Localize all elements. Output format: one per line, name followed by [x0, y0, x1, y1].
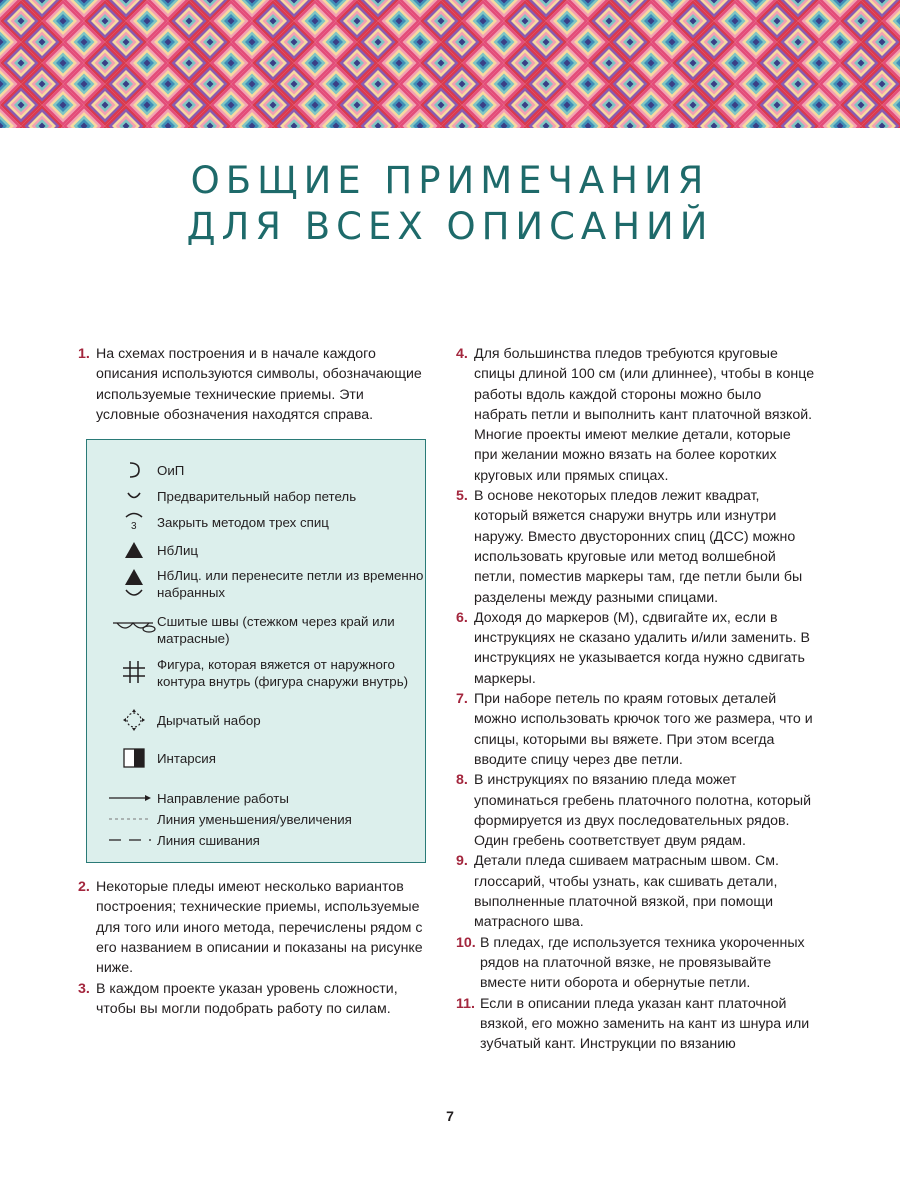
- title-line-1: ОБЩИЕ ПРИМЕЧАНИЯ: [190, 159, 710, 202]
- triangle-cast-on-icon: [111, 562, 157, 606]
- note-number: 10.: [456, 934, 476, 951]
- legend-label: Интарсия: [157, 751, 216, 767]
- note-11: [456, 994, 816, 1055]
- legend-label: Предварительный набор петель: [157, 489, 357, 505]
- left-column: [78, 344, 430, 1019]
- note-number: 4.: [456, 346, 468, 362]
- legend-box: [86, 439, 426, 863]
- legend-label: Направление работы: [157, 791, 289, 807]
- intarsia-icon: [111, 740, 157, 776]
- note-number: 11.: [456, 995, 475, 1012]
- legend-label: Сшитые швы (стежком через край или матрасные): [157, 614, 395, 647]
- note-text: Доходя до маркеров (М), сдвигайте их, если в инструкциях не сказано удалить и/или заменить. В инструкциях не указывается когда нужно сдвигать маркеры.: [474, 609, 811, 687]
- note-5: [456, 486, 816, 608]
- title-line-2: ДЛЯ ВСЕХ ОПИСАНИЙ: [186, 205, 714, 248]
- note-7: [456, 689, 816, 770]
- decorative-banner: [0, 0, 900, 128]
- dashed-line-icon: [107, 822, 153, 858]
- note-number: 8.: [456, 772, 468, 789]
- note-10: [456, 933, 816, 994]
- legend-label: НбЛиц. или перенесите петли из временно набранных: [157, 568, 424, 601]
- note-text: В основе некоторых пледов лежит квадрат, который вяжется снаружи внутрь или изнутри наружу. Вместо двусторонних спиц (ДСС) можно использовать круговые или метод волшебной петли, поместив маркеры там, где петли были бы разделены между разными спицами.: [474, 488, 803, 606]
- legend-label: ОиП: [157, 463, 185, 479]
- hash-grid-icon: [111, 654, 157, 690]
- note-9: [456, 851, 816, 932]
- note-number: 2.: [78, 879, 90, 896]
- page-number: 7: [446, 1108, 454, 1124]
- note-text: Если в описании пледа указан кант платочной вязкой, его можно заменить на кант из шнура или зубчатый кант. Инструкции по вязанию: [480, 995, 810, 1053]
- note-text: На схемах построения и в начале каждого описания используются символы, обозначающие используемые технические приемы. Эти условные обозначения находятся справа.: [96, 346, 422, 423]
- note-number: 6.: [456, 609, 468, 626]
- note-number: 7.: [456, 691, 468, 708]
- note-text: При наборе петель по краям готовых деталей можно использовать крючок того же размера, что и спицы, которыми вы вяжете. При этом всегда вводите спицу через две петли.: [474, 691, 813, 768]
- legend-label: Фигура, которая вяжется от наружного контура внутрь (фигура снаружи внутрь): [157, 657, 409, 690]
- legend-label: НбЛиц: [157, 543, 198, 559]
- legend-label: Дырчатый набор: [157, 713, 261, 729]
- circular-cast-on-icon: [111, 702, 157, 738]
- legend-label: Линия уменьшения/увеличения: [157, 812, 352, 828]
- note-1: [78, 344, 430, 425]
- seam-icon: [111, 608, 157, 644]
- page-title: [0, 158, 900, 250]
- diamond-pattern: [0, 0, 900, 128]
- legend-label: Линия сшивания: [157, 833, 260, 849]
- note-6: [456, 608, 816, 689]
- note-8: [456, 770, 816, 851]
- note-number: 3.: [78, 980, 90, 997]
- svg-text:3: 3: [131, 521, 137, 533]
- note-text: В каждом проекте указан уровень сложности, чтобы вы могли подобрать работу по силам.: [96, 980, 398, 1017]
- note-number: 1.: [78, 346, 90, 362]
- note-text: В инструкциях по вязанию пледа может упоминаться гребень платочного полотна, который формируется из двух последовательных рядов. Один гребень соответствует двум рядам.: [474, 772, 812, 850]
- note-number: 5.: [456, 488, 468, 505]
- legend-label: Закрыть методом трех спиц: [157, 515, 329, 531]
- note-2: [78, 877, 430, 978]
- note-text: Детали пледа сшиваем матрасным швом. См. глоссарий, чтобы узнать, как сшивать детали, выполненные платочной вязкой, при помощи матрасного шва.: [474, 853, 779, 931]
- note-text: В пледах, где используется техника укороченных рядов на платочной вязке, не провязывайте вместе нити оборота и обернутые петли.: [480, 934, 805, 992]
- note-3: [78, 979, 430, 1020]
- note-4: [456, 344, 816, 486]
- note-text: Некоторые пледы имеют несколько вариантов построения; технические приемы, используемые для того или иного метода, перечислены рядом с его названием в описании и показаны на рисунке ниже.: [96, 879, 423, 977]
- note-number: 9.: [456, 853, 468, 870]
- right-column: [456, 344, 816, 1054]
- note-text: Для большинства пледов требуются круговые спицы длиной 100 см (или длиннее), чтобы в конце работы вдоль каждой стороны можно было набрать петли и выполнить кант платочной вязкой. Многие проекты имеют мелкие детали, которые при желании можно вязать на более коротких круговых или прямых спицах.: [474, 346, 815, 484]
